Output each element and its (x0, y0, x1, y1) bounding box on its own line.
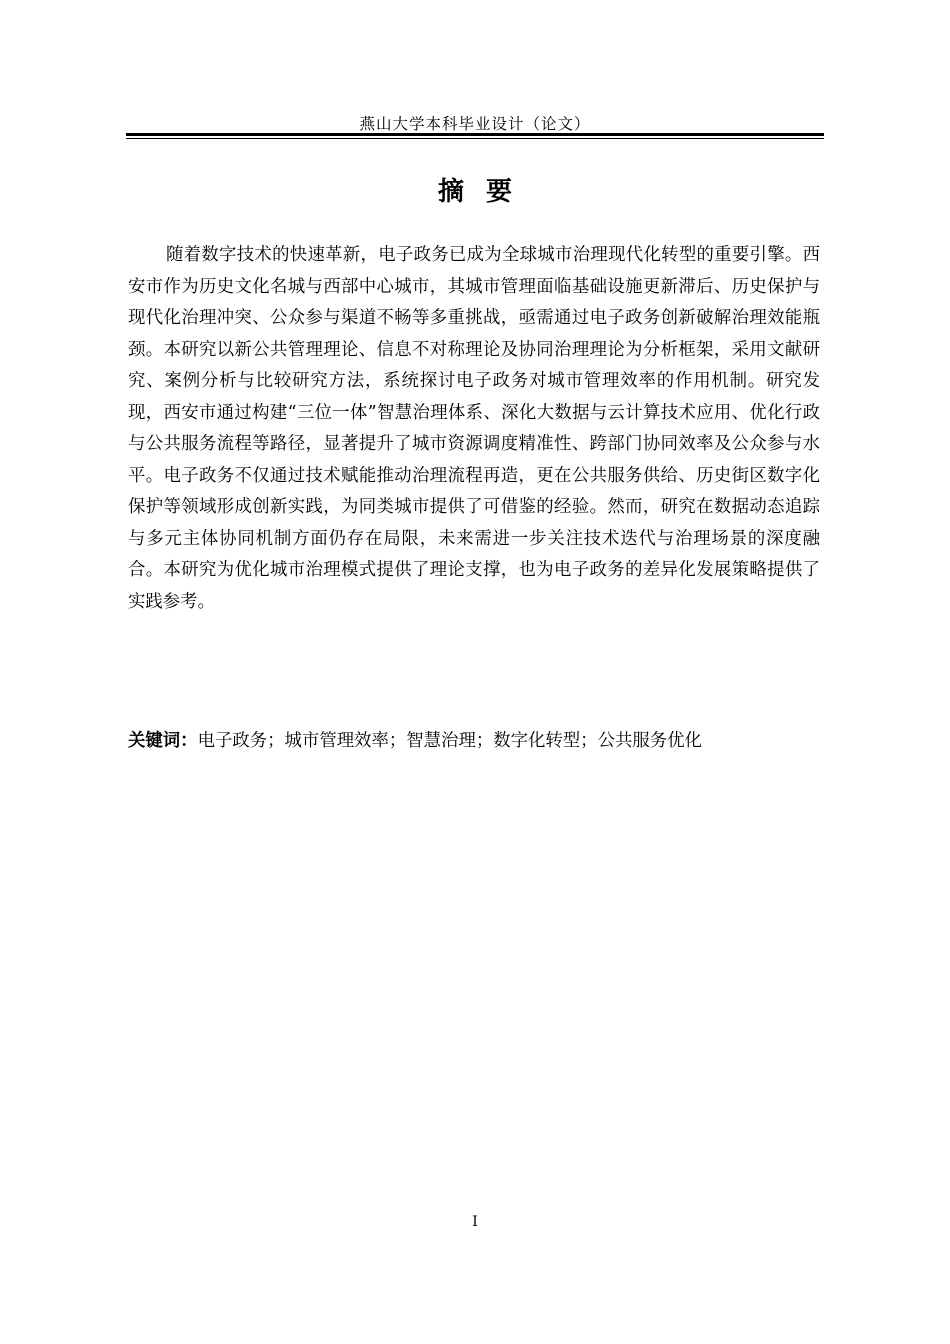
abstract-body: 随着数字技术的快速革新，电子政务已成为全球城市治理现代化转型的重要引擎。西安市作为历史文化名城与西部中心城市，其城市管理面临基础设施更新滞后、历史保护与现代化治理冲突、公众参与渠道不畅等多重挑战，亟需通过电子政务创新破解治理效能瓶颈。本研究以新公共管理理论、信息不对称理论及协同治理理论为分析框架，采用文献研究、案例分析与比较研究方法，系统探讨电子政务对城市管理效率的作用机制。研究发现，西安市通过构建“三位一体”智慧治理体系、深化大数据与云计算技术应用、优化行政与公共服务流程等路径，显著提升了城市资源调度精准性、跨部门协同效率及公众参与水平。电子政务不仅通过技术赋能推动治理流程再造，更在公共服务供给、历史街区数字化保护等领域形成创新实践，为同类城市提供了可借鉴的经验。然而，研究在数据动态追踪与多元主体协同机制方面仍存在局限，未来需进一步关注技术迭代与治理场景的深度融合。本研究为优化城市治理模式提供了理论支撑，也为电子政务的差异化发展策略提供了实践参考。 (128, 245, 820, 612)
header-rule-thin (126, 138, 824, 139)
page-header: 燕山大学本科毕业设计（论文） (359, 115, 591, 133)
keywords-line (128, 726, 820, 758)
keywords-label: 关键词： (128, 731, 198, 751)
page-number: I (472, 1214, 478, 1230)
keywords-text: 电子政务；城市管理效率；智慧治理；数字化转型；公共服务优化 (197, 731, 702, 751)
header-rule-thick (126, 133, 824, 136)
abstract-title: 摘要 (437, 177, 534, 207)
